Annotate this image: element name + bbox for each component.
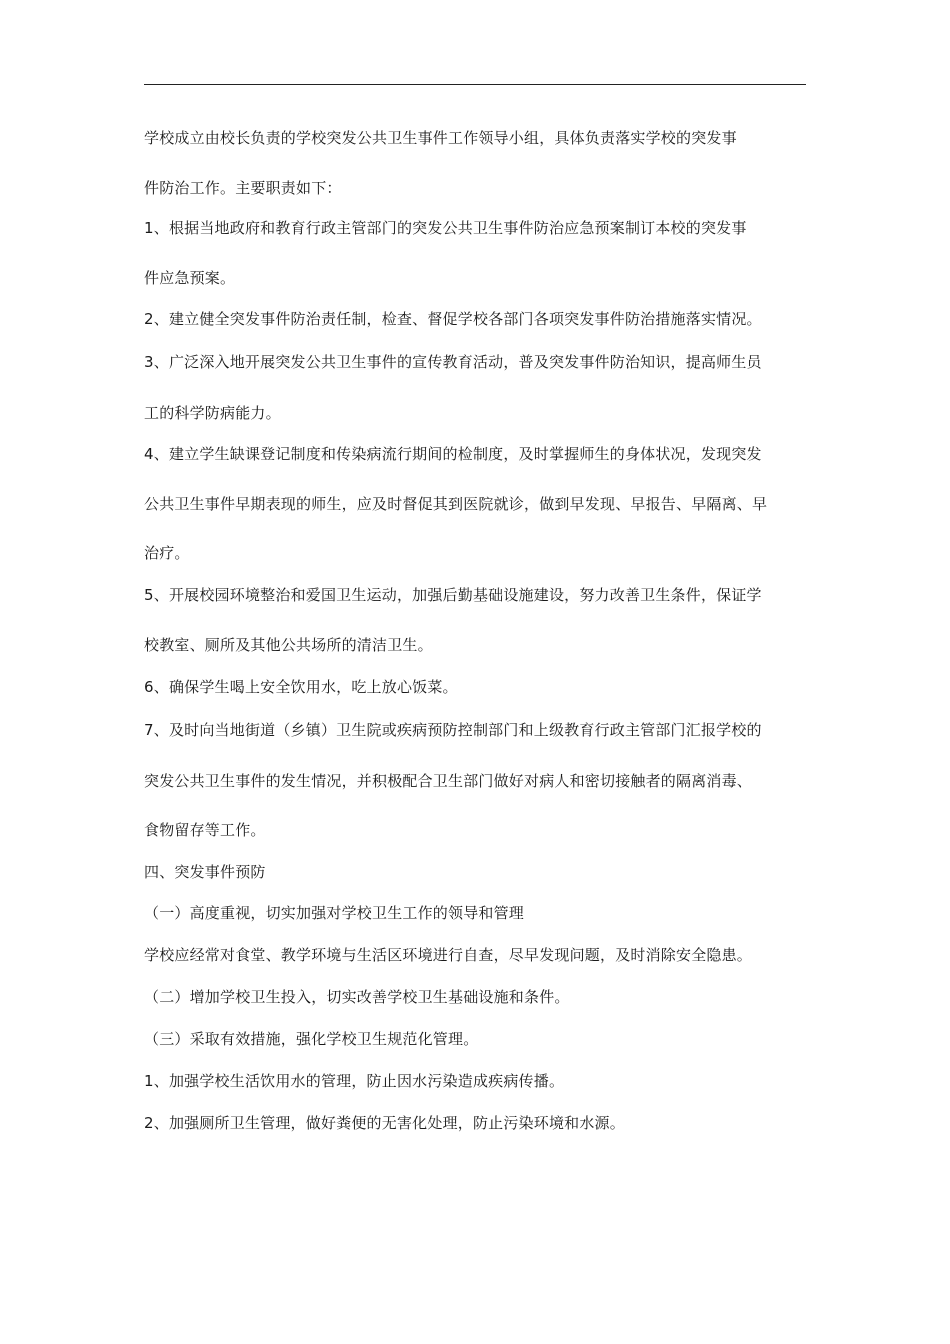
header-rule (144, 84, 806, 85)
subheading-1: （一）高度重视，切实加强对学校卫生工作的领导和管理 (144, 904, 525, 922)
text-line-22: 1、加强学校生活饮用水的管理，防止因水污染造成疾病传播。 (144, 1072, 565, 1090)
text-line-9: 公共卫生事件早期表现的师生，应及时督促其到医院就诊，做到早发现、早报告、早隔离、早 (144, 495, 768, 513)
text-line-8: 4、建立学生缺课登记制度和传染病流行期间的检制度，及时掌握师生的身体状况，发现突发 (144, 445, 762, 463)
subheading-2: （二）增加学校卫生投入，切实改善学校卫生基础设施和条件。 (144, 988, 570, 1006)
text-line-12: 校教室、厕所及其他公共场所的清洁卫生。 (144, 636, 433, 654)
text-line-16: 食物留存等工作。 (144, 821, 266, 839)
text-line-14: 7、及时向当地街道（乡镇）卫生院或疾病预防控制部门和上级教育行政主管部门汇报学校的 (144, 721, 762, 739)
text-line-23: 2、加强厕所卫生管理，做好粪便的无害化处理，防止污染环境和水源。 (144, 1114, 625, 1132)
text-line-3: 1、根据当地政府和教育行政主管部门的突发公共卫生事件防治应急预案制订本校的突发事 (144, 219, 747, 237)
text-line-4: 件应急预案。 (144, 269, 236, 287)
text-line-5: 2、建立健全突发事件防治责任制，检查、督促学校各部门各项突发事件防治措施落实情况。 (144, 310, 762, 328)
text-line-6: 3、广泛深入地开展突发公共卫生事件的宣传教育活动，普及突发事件防治知识，提高师生员 (144, 353, 762, 371)
text-line-10: 治疗。 (144, 544, 190, 562)
subheading-3: （三）采取有效措施，强化学校卫生规范化管理。 (144, 1030, 479, 1048)
text-line-13: 6、确保学生喝上安全饮用水，吃上放心饭菜。 (144, 678, 458, 696)
text-line-7: 工的科学防病能力。 (144, 404, 281, 422)
text-line-2: 件防治工作。主要职责如下： (144, 179, 342, 197)
text-line-1: 学校成立由校长负责的学校突发公共卫生事件工作领导小组，具体负责落实学校的突发事 (144, 129, 737, 147)
text-line-11: 5、开展校园环境整治和爱国卫生运动，加强后勤基础设施建设，努力改善卫生条件，保证学 (144, 586, 762, 604)
section-heading: 四、突发事件预防 (144, 863, 266, 881)
text-line-19: 学校应经常对食堂、教学环境与生活区环境进行自查，尽早发现问题，及时消除安全隐患。 (144, 946, 753, 964)
text-line-15: 突发公共卫生事件的发生情况，并积极配合卫生部门做好对病人和密切接触者的隔离消毒、 (144, 772, 753, 790)
